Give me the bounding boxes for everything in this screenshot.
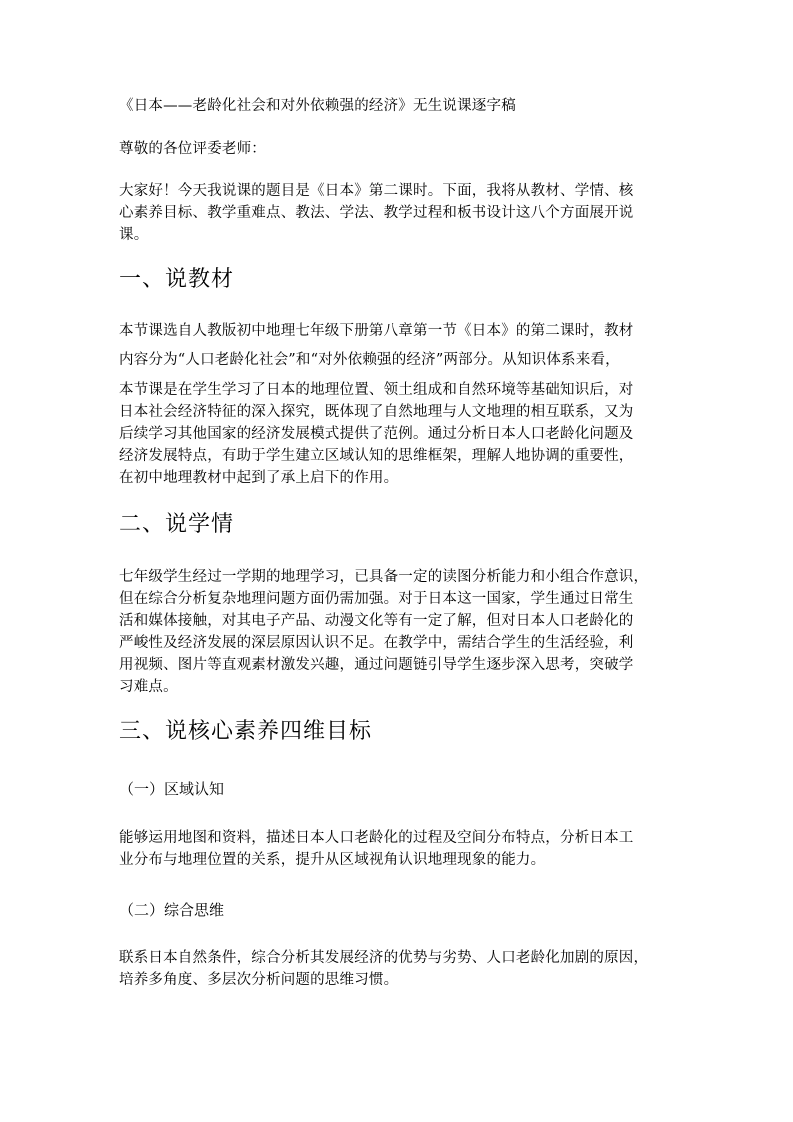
section-heading-textbook: 一、说教材 — [119, 267, 235, 292]
paragraph-line: 业分布与地理位置的关系，提升从区域视角认识地理现象的能力。 — [119, 852, 546, 868]
section-heading-objectives: 三、说核心素养四维目标 — [119, 719, 373, 744]
paragraph-line: 日本社会经济特征的深入探究，既体现了自然地理与人文地理的相互联系，又为 — [119, 404, 634, 420]
paragraph-line: 用视频、图片等直观素材激发兴趣，通过问题链引导学生逐步深入思考，突破学 — [119, 657, 634, 673]
paragraph-line: 本节课是在学生学习了日本的地理位置、领土组成和自然环境等基础知识后，对 — [119, 382, 634, 398]
paragraph-line: 习难点。 — [119, 679, 178, 695]
greeting: 尊敬的各位评委老师： — [119, 141, 266, 157]
paragraph-line: 严峻性及经济发展的深层原因认识不足。在教学中，需结合学生的生活经验，利 — [119, 635, 634, 651]
intro-line: 课。 — [119, 227, 149, 243]
section-heading-students: 二、说学情 — [119, 512, 235, 537]
intro-line: 心素养目标、教学重难点、教法、学法、教学过程和板书设计这八个方面展开说 — [119, 205, 634, 221]
paragraph-line: 联系日本自然条件，综合分析其发展经济的优势与劣势、人口老龄化加剧的原因， — [119, 950, 649, 966]
paragraph-line: 培养多角度、多层次分析问题的思维习惯。 — [119, 972, 399, 988]
paragraph-line: 能够运用地图和资料，描述日本人口老龄化的过程及空间分布特点，分析日本工 — [119, 830, 634, 846]
intro-line: 大家好！今天我说课的题目是《日本》第二课时。下面，我将从教材、学情、核 — [119, 183, 634, 199]
subsection-heading-regional: （一）区域认知 — [119, 780, 225, 798]
paragraph-line: 活和媒体接触，对其电子产品、动漫文化等有一定了解，但对日本人口老龄化的 — [119, 613, 634, 629]
document-title: 《日本——老龄化社会和对外依赖强的经济》无生说课逐字稿 — [119, 98, 516, 114]
paragraph-line: 后续学习其他国家的经济发展模式提供了范例。通过分析日本人口老龄化问题及 — [119, 426, 634, 442]
paragraph-line: 但在综合分析复杂地理问题方面仍需加强。对于日本这一国家，学生通过日常生 — [119, 591, 634, 607]
paragraph-line: 在初中地理教材中起到了承上启下的作用。 — [119, 470, 399, 486]
paragraph-line: 经济发展特点，有助于学生建立区域认知的思维框架，理解人地协调的重要性， — [119, 448, 634, 464]
paragraph-line: 七年级学生经过一学期的地理学习，已具备一定的读图分析能力和小组合作意识， — [119, 569, 649, 585]
subsection-heading-thinking: （二）综合思维 — [119, 901, 225, 919]
paragraph-line: 内容分为“人口老龄化社会”和“对外依赖强的经济”两部分。从知识体系来看， — [119, 352, 620, 368]
paragraph-line: 本节课选自人教版初中地理七年级下册第八章第一节《日本》的第二课时，教材 — [119, 323, 634, 339]
